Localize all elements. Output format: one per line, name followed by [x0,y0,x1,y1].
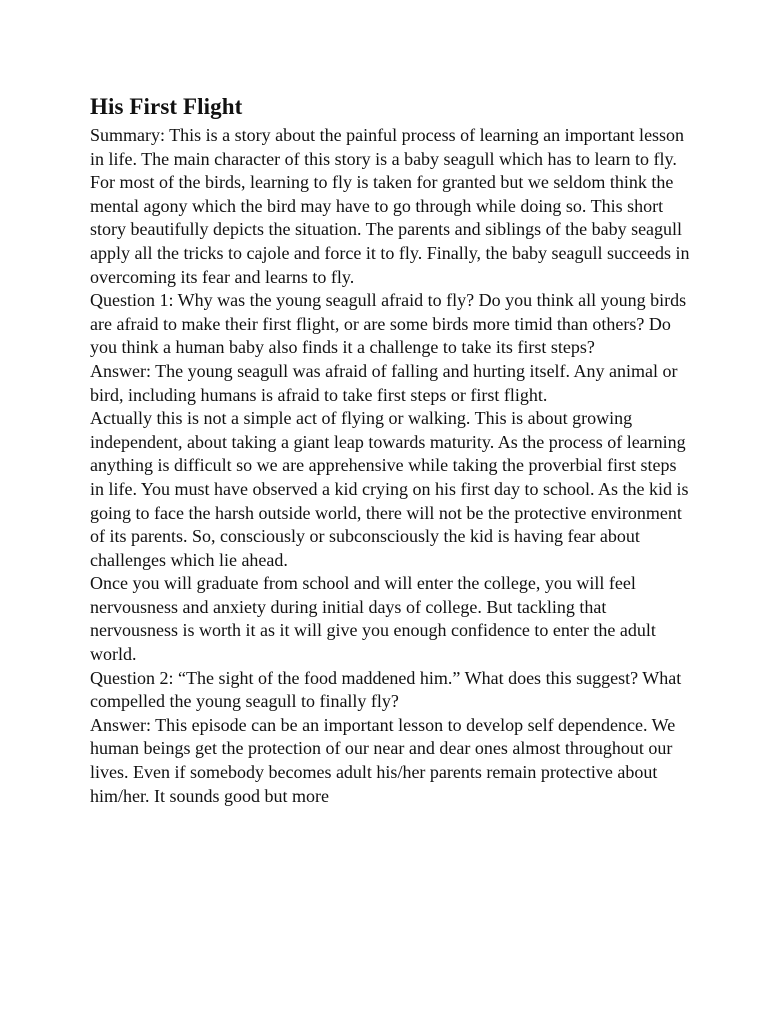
answer-2-paragraph: Answer: This episode can be an important lesson to develop self dependence. We human beings get the protection of our near and dear ones almost throughout our lives. Even if somebody becomes adult his/her parents remain protective about him/her. It sounds good but more [90,714,676,806]
document-page [90,90,690,808]
summary-paragraph: Summary: This is a story about the painful process of learning an important lesson in life. The main character of this story is a baby seagull which has to learn to fly. For most of the birds, learning to fly is taken for granted but we seldom think the mental agony which the bird may have to go through while doing so. This short story beautifully depicts the situation. The parents and siblings of the baby seagull apply all the tricks to cajole and force it to fly. Finally, the baby seagull succeeds in overcoming its fear and learns to fly. [90,125,690,287]
answer-1-paragraph: Answer: The young seagull was afraid of falling and hurting itself. Any animal or bird, including humans is afraid to take first steps or first flight. [90,360,678,405]
body-paragraph: Actually this is not a simple act of flying or walking. This is about growing independent, about taking a giant leap towards maturity. As the process of learning anything is difficult so we are apprehensive while taking the proverbial first steps in life. You must have observed a kid crying on his first day to school. As the kid is going to face the harsh outside world, there will not be the protective environment of its parents. So, consciously or subconsciously the kid is having fear about challenges which lie ahead. [90,408,689,570]
document-title: His First Flight [90,94,243,119]
question-2-paragraph: Question 2: “The sight of the food maddened him.” What does this suggest? What compelled the young seagull to finally fly? [90,667,682,712]
question-1-paragraph: Question 1: Why was the young seagull afraid to fly? Do you think all young birds are afraid to make their first flight, or are some birds more timid than others? Do you think a human baby also finds it a challenge to take its first steps? [90,290,687,358]
body-paragraph: Once you will graduate from school and will enter the college, you will feel nervousness and anxiety during initial days of college. But tackling that nervousness is worth it as it will give you enough confidence to enter the adult world. [90,573,656,665]
